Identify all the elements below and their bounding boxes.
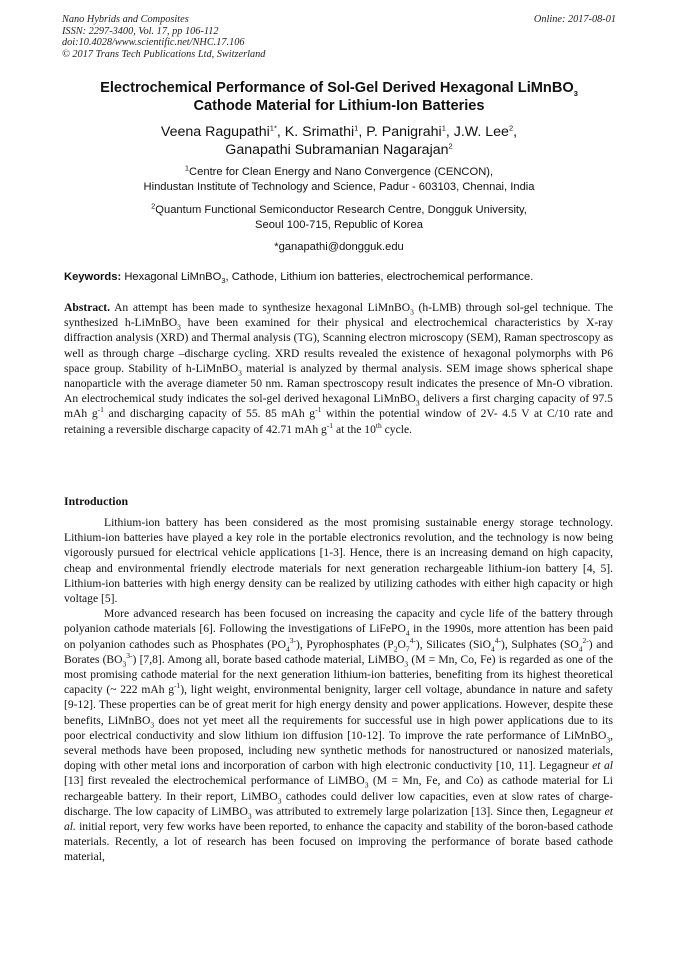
keywords-label: Keywords: bbox=[64, 271, 122, 283]
author-list: Veena Ragupathi$^{1*}$, K. Srimathi$^1$, P. Panigrahi$^1$, J.W. Lee$^2$, Ganapathi Subramanian Nagarajan$^2$ bbox=[160, 123, 518, 158]
paper-title: Electrochemical Performance of Sol-Gel Derived Hexagonal LiMnBO$_3$ Cathode Material for Lithium-Ion Batteries bbox=[100, 80, 578, 114]
affiliation-1: $^1$Centre for Clean Energy and Nano Convergence (CENCON), Hindustan Institute of Technology and Science, Padur - 603103, Chennai, India bbox=[143, 163, 535, 193]
journal-copyright: © 2017 Trans Tech Publications Ltd, Switzerland bbox=[62, 48, 266, 60]
journal-issn: ISSN: 2297-3400, Vol. 17, pp 106-112 bbox=[62, 25, 219, 37]
abstract-label: Abstract. bbox=[64, 301, 111, 314]
abstract: Abstract. An attempt has been made to synthesize hexagonal LiMnBO$_3$ (h-LMB) through sol-gel technique. The synthesized h-LiMnBO$_3$ have been examined for their physical and electrochemical characteristics by X-ray diffraction analysis (XRD) and Thermal analysis (TG), Scanning electron microscopy (SEM), Raman spectroscopy as well as through charge –discharge cycling. XRD results revealed the existence of hexagonal polymorphs with P6 space group. Stability of h-LiMnBO$_3$ material is analyzed by thermal analysis. SEM image shows spherical shape nanoparticle with the average diameter 50 nm. Raman spectroscopy result indicates the presence of Mn-O vibration. An electrochemical study indicates the sol-gel derived hexagonal LiMnBO$_3$ delivers a first charging capacity of 97.5 mAh $g^{-1}$ and discharging capacity of 55. 85 mAh $g^{-1}$ within the potential window of 2V- 4.5 V at C/10 rate and retaining a reversible discharge capacity of 42.71 mAh $g^{-1}$ at the 10th cycle. bbox=[64, 301, 614, 436]
author: Ganapathi Subramanian Nagarajan bbox=[225, 142, 449, 158]
online-date: Online: 2017-08-01 bbox=[533, 14, 616, 25]
introduction-body bbox=[64, 515, 613, 865]
corresponding-email[interactable]: *ganapathi@dongguk.edu bbox=[274, 241, 404, 253]
author: K. Srimathi bbox=[284, 124, 355, 140]
author: J.W. Lee bbox=[453, 124, 509, 140]
author: Veena Ragupathi bbox=[160, 124, 270, 140]
journal-doi[interactable]: doi:10.4028/www.scientific.net/NHC.17.106 bbox=[62, 37, 245, 49]
author: P. Panigrahi bbox=[366, 124, 442, 140]
keywords: Keywords: Hexagonal LiMnBO$_3$, Cathode, Lithium ion batteries, electrochemical performance. bbox=[64, 271, 534, 286]
affiliation-2: $^2$Quantum Functional Semiconductor Research Centre, Dongguk University, Seoul 100-715, Republic of Korea bbox=[151, 201, 527, 231]
journal-name: Nano Hybrids and Composites bbox=[62, 14, 189, 25]
journal-header bbox=[62, 14, 265, 60]
paragraph: More advanced research has been focused on increasing the capacity and cycle life of the battery through polyanion cathode materials [6]. Following the investigations of LiFePO$_4$ in the 1990s, more attention has been paid on polyanion cathodes such as Phosphates $(PO_4^{3-})$, Pyrophosphates $(P_2O_7^{4-})$, Silicates (SiO$_4^{4-}$), Sulphates $(SO_4^{2-})$ and Borates $(BO_3^{3-})$ [7,8]. Among all, borate based cathode material, LiMBO$_3$ (M = Mn, Co, Fe) is regarded as one of the most promising cathode material for the next generation lithium-ion batteries, benefiting from its highest theoretical capacity (~ 222 mAh $g^{-1}$), light weight, environmental benignity, larger cell voltage, abundance in nature and safety [9-12]. These properties can be of great merit for high energy density and power applications. However, despite these benefits, LiMnBO$_3$ does not yet meet all the requirements for successful use in high power applications due to its poor electrical conductivity and slow lithium ion diffusion [10-12]. To improve the rate performance of LiMnBO$_3$, several methods have been proposed, including new synthetic methods for nanostructured or nanosized materials, doping with other metal ions and incorporation of carbon with high electronic conductivity [10, 11]. Legagneur et al [13] first revealed the electrochemical performance of LiMBO$_3$ (M = Mn, Fe, and Co) as cathode material for Li rechargeable battery. In their report, LiMBO$_3$ cathodes could deliver low capacities, even at slow rates of charge-discharge. The low capacity of LiMBO$_3$ was attributed to extremely large polarization [13]. Since then, Legagneur et al. initial report, very few works have been reported, to enhance the capacity and stability of the boron-based cathode materials. Recently, a lot of research has been focused on improving the performance of borate based cathode material, bbox=[64, 607, 614, 864]
section-heading-introduction: Introduction bbox=[64, 494, 129, 508]
paragraph: Lithium-ion battery has been considered as the most promising sustainable energy storage technology. Lithium-ion batteries have played a key role in the portable electronics revolution, and the technology is now being vigorously pursued for electrical vehicle applications [1-3]. Hence, there is an increasing demand on high capacity, cheap and environmental friendly electrode materials for next generation rechargeable lithium-ion battery [4, 5]. Lithium-ion batteries with high energy density can be realized by utilizing cathodes with either high capacity or high voltage [5]. bbox=[64, 516, 613, 606]
